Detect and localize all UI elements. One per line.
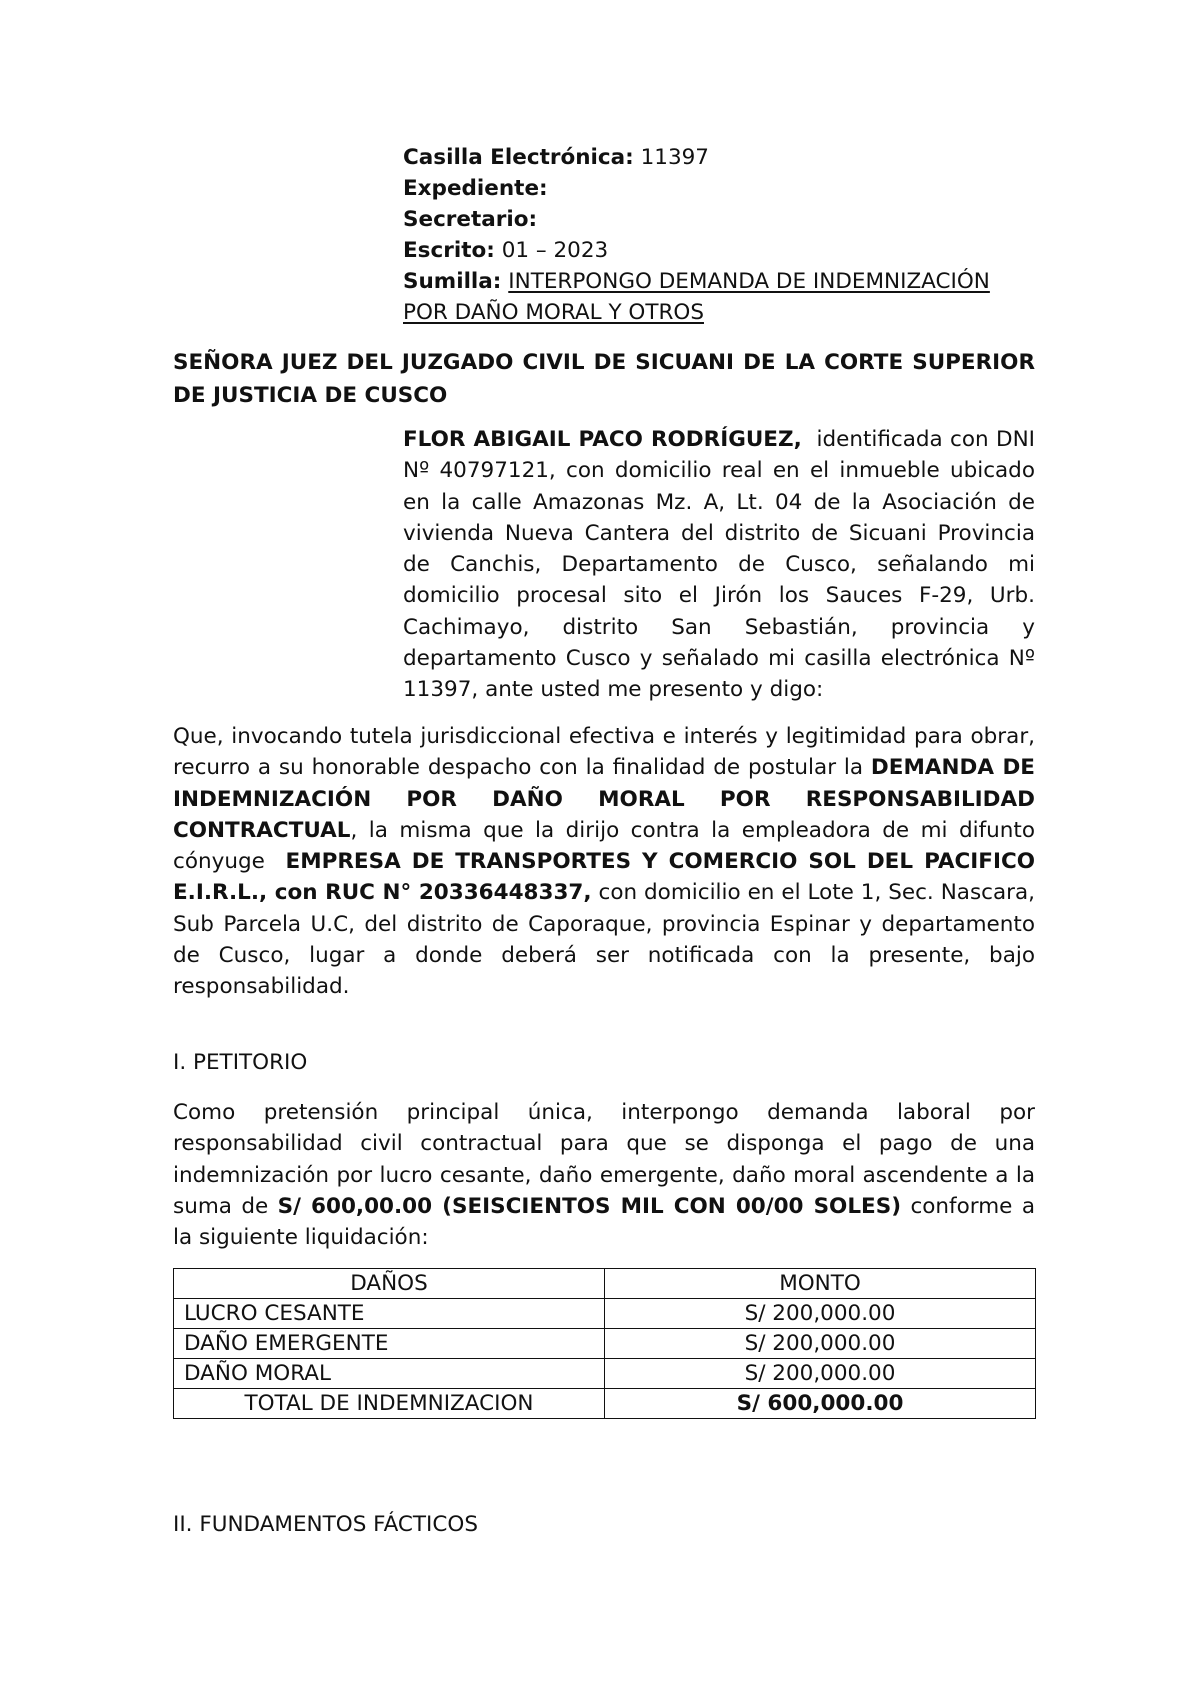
intro-paragraph [173,721,1035,1003]
total-value: S/ 600,000.00 [605,1389,1036,1419]
expediente-row [403,173,1035,204]
table-cell-concept: DAÑO EMERGENTE [174,1329,605,1359]
table-cell-amount: S/ 200,000.00 [605,1299,1036,1329]
table-row [174,1359,1036,1389]
escrito-value: 01 – 2023 [501,238,609,263]
escrito-label: Escrito: [403,238,495,263]
escrito-row [403,235,1035,266]
party-identification [403,424,1035,706]
party-details: identificada con DNI Nº 40797121, con domicilio real en el inmueble ubicado en la calle Amazonas Mz. A, Lt. 04 de la Asociación de vivienda Nueva Cantera del distrito de Sicuani Provincia de Canchis, Departamento de Cusco, señalando mi domicilio procesal sito el Jirón los Sauces F-29, Urb. Cachimayo, distrito San Sebastián, provincia y departamento Cusco y señalado mi casilla electrónica Nº 11397, ante usted me presento y digo: [403,427,1035,703]
sumilla-line-1: INTERPONGO DEMANDA DE INDEMNIZACIÓN [508,269,990,294]
section-title-fundamentos: II. FUNDAMENTOS FÁCTICOS [173,1512,478,1537]
intro-text-2: , la misma que la dirijo contra la empleadora de mi difunto cónyuge [173,817,1035,875]
table-row [174,1299,1036,1329]
party-name: FLOR ABIGAIL PACO RODRÍGUEZ, [403,427,802,452]
table-total-row [174,1389,1036,1419]
sumilla-line-2: POR DAÑO MORAL Y OTROS [403,300,704,325]
sumilla-row [403,266,1035,297]
intro-text-1: Que, invocando tutela jurisdiccional efectiva e interés y legitimidad para obrar, recurro a su honorable despacho con la finalidad de postular la [173,724,1035,781]
casilla-value: 11397 [640,145,709,170]
secretario-label: Secretario: [403,207,538,232]
intro-demand-title: DEMANDA DE INDEMNIZACIÓN POR DAÑO MORAL POR RESPONSABILIDAD CONTRACTUAL [173,755,1035,843]
table-cell-concept: DAÑO MORAL [174,1359,605,1389]
table-cell-amount: S/ 200,000.00 [605,1329,1036,1359]
petitorio-text-2: conforme a la siguiente liquidación: [173,1193,1035,1251]
table-row [174,1329,1036,1359]
defendant-name: EMPRESA DE TRANSPORTES Y COMERCIO SOL DEL PACIFICO E.I.R.L., con RUC N° 20336448337, [173,849,1036,906]
secretario-row [403,204,1035,235]
casilla-label: Casilla Electrónica: [403,145,634,170]
sumilla-label: Sumilla: [403,269,502,294]
table-cell-concept: LUCRO CESANTE [174,1299,605,1329]
petitorio-text-1: Como pretensión principal única, interpongo demanda laboral por responsabilidad civil contractual para que se disponga el pago de una indemnización por lucro cesante, daño emergente, daño moral ascendente a la suma de [173,1100,1035,1219]
case-header [403,142,1035,328]
column-header-danos: DAÑOS [174,1269,605,1299]
table-cell-amount: S/ 200,000.00 [605,1359,1036,1389]
table-header-row [174,1269,1036,1299]
sumilla-row-2 [403,297,1035,328]
total-label: TOTAL DE INDEMNIZACION [174,1389,605,1419]
petitorio-paragraph [173,1097,1035,1253]
expediente-label: Expediente: [403,176,548,201]
liquidation-table [173,1268,1036,1419]
casilla-row [403,142,1035,173]
addressee-heading: SEÑORA JUEZ DEL JUZGADO CIVIL DE SICUANI DE LA CORTE SUPERIOR DE JUSTICIA DE CUSCO [173,350,1035,408]
petitorio-amount: S/ 600,00.00 (SEISCIENTOS MIL CON 00/00 SOLES) [277,1193,902,1219]
intro-text-3: con domicilio en el Lote 1, Sec. Nascara, Sub Parcela U.C, del distrito de Caporaque, provincia Espinar y departamento de Cusco, lugar a donde deberá ser notificada con la presente, bajo responsabilidad. [173,880,1035,1000]
section-title-petitorio: I. PETITORIO [173,1050,308,1075]
column-header-monto: MONTO [605,1269,1036,1299]
